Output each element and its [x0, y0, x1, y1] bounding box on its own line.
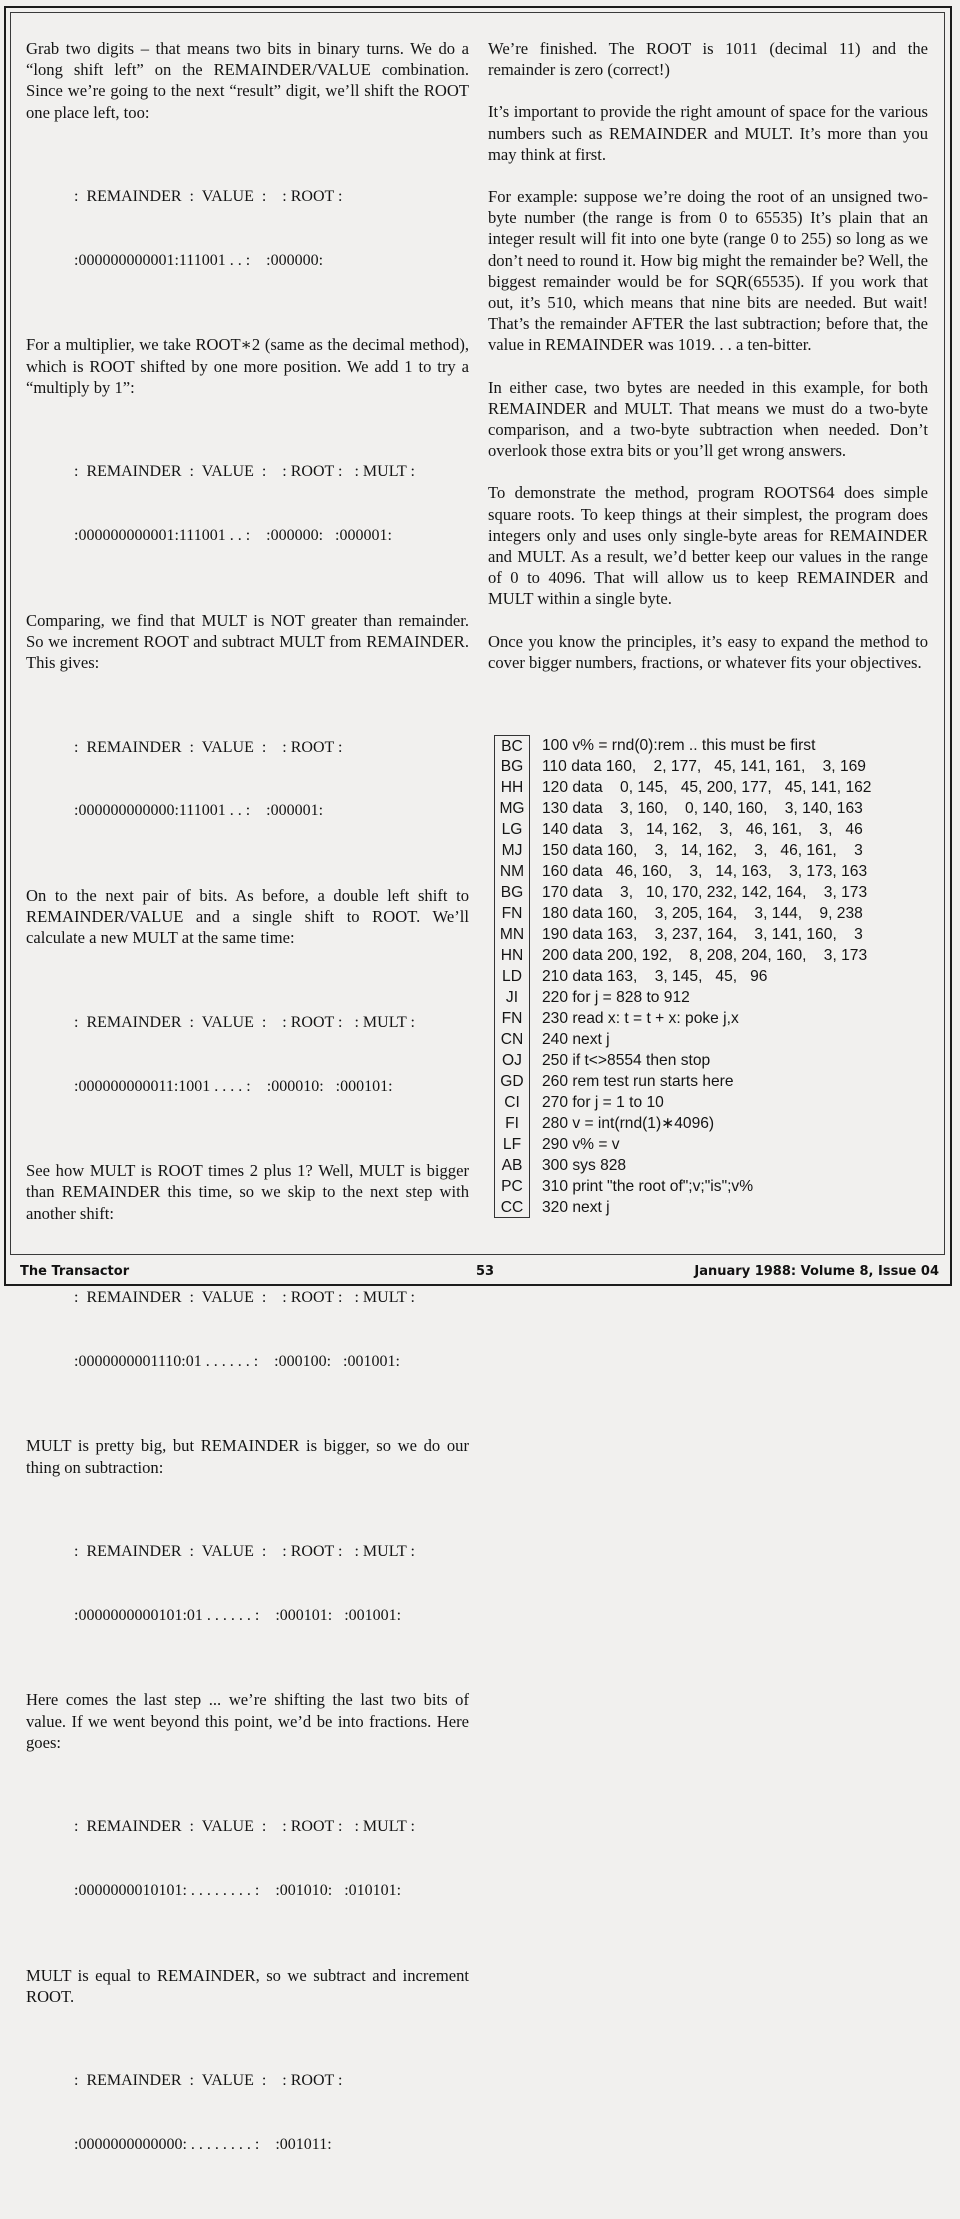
- register-table-row: :000000000001:111001 . . : :000000:: [74, 251, 324, 269]
- issue-info: January 1988: Volume 8, Issue 04: [694, 1264, 939, 1279]
- checksum: HH: [494, 777, 530, 798]
- program-listing: [494, 735, 871, 1218]
- code-line: 240 next j: [542, 1031, 610, 1048]
- listing-row: [494, 735, 871, 756]
- code-line: 220 for j = 828 to 912: [542, 989, 690, 1006]
- left-column: [26, 38, 469, 2219]
- register-table-row: :0000000000000: . . . . . . . . : :001011:: [74, 2136, 332, 2154]
- paragraph: It’s important to provide the right amount of space for the various numbers such as REMAINDER and MULT. It’s more than you may think at first.: [488, 102, 928, 164]
- code-line: 270 for j = 1 to 10: [542, 1094, 664, 1111]
- publication-name: The Transactor: [20, 1264, 130, 1279]
- code-line: 210 data 163, 3, 145, 45, 96: [542, 968, 768, 985]
- register-table-row: :000000000001:111001 . . : :000000: :000001:: [74, 527, 392, 545]
- listing-row: [494, 777, 871, 798]
- checksum: LG: [494, 819, 530, 840]
- code-line: 320 next j: [542, 1199, 610, 1216]
- paragraph: We’re finished. The ROOT is 1011 (decimal 11) and the remainder is zero (correct!): [488, 39, 928, 80]
- register-table-header: : REMAINDER : VALUE : : ROOT : : MULT :: [74, 1013, 415, 1031]
- paragraph: Here comes the last step ... we’re shifting the last two bits of value. If we went beyond this point, we’d be into fractions. Here goes:: [26, 1690, 469, 1752]
- checksum: FN: [494, 903, 530, 924]
- listing-row: [494, 987, 871, 1008]
- listing-row: [494, 1155, 871, 1176]
- checksum: MG: [494, 798, 530, 819]
- code-line: 280 v = int(rnd(1)∗4096): [542, 1115, 715, 1132]
- code-line: 290 v% = v: [542, 1136, 620, 1153]
- register-table-header: : REMAINDER : VALUE : : ROOT : : MULT :: [74, 463, 415, 481]
- code-line: 140 data 3, 14, 162, 3, 46, 161, 3, 46: [542, 821, 863, 838]
- code-line: 110 data 160, 2, 177, 45, 141, 161, 3, 169: [542, 758, 866, 775]
- paragraph: On to the next pair of bits. As before, a double left shift to REMAINDER/VALUE and a single shift to ROOT. We’ll calculate a new MULT at the same time:: [26, 885, 469, 948]
- code-line: 120 data 0, 145, 45, 200, 177, 45, 141, 162: [542, 779, 872, 796]
- code-line: 250 if t<>8554 then stop: [542, 1052, 711, 1069]
- checksum: PC: [494, 1176, 530, 1197]
- paragraph: MULT is pretty big, but REMAINDER is bigger, so we do our thing on subtraction:: [26, 1436, 469, 1477]
- checksum: FN: [494, 1008, 530, 1029]
- listing-row: [494, 798, 871, 819]
- listing-row: [494, 1029, 871, 1050]
- register-table: [74, 1499, 469, 1669]
- checksum: CN: [494, 1029, 530, 1050]
- code-line: 150 data 160, 3, 14, 162, 3, 46, 161, 3: [542, 842, 863, 859]
- checksum: MJ: [494, 840, 530, 861]
- listing-row: [494, 945, 871, 966]
- code-line: 130 data 3, 160, 0, 140, 160, 3, 140, 163: [542, 800, 863, 817]
- checksum: GD: [494, 1071, 530, 1092]
- code-line: 180 data 160, 3, 205, 164, 3, 144, 9, 238: [542, 905, 863, 922]
- register-table-row: :0000000001110:01 . . . . . . : :000100: :001001:: [74, 1352, 400, 1370]
- checksum: CC: [494, 1197, 530, 1218]
- listing-row: [494, 1113, 871, 1134]
- checksum: FI: [494, 1113, 530, 1134]
- register-table-header: : REMAINDER : VALUE : : ROOT :: [74, 188, 343, 206]
- right-column: [488, 38, 928, 694]
- register-table-row: :000000000011:1001 . . . . : :000010: :000101:: [74, 1077, 393, 1095]
- checksum: BG: [494, 756, 530, 777]
- listing-row: [494, 756, 871, 777]
- listing-row: [494, 903, 871, 924]
- listing-row: [494, 1134, 871, 1155]
- register-table-header: : REMAINDER : VALUE : : ROOT : : MULT :: [74, 1818, 415, 1836]
- checksum: NM: [494, 861, 530, 882]
- paragraph: For example: suppose we’re doing the root of an unsigned two-byte number (the range is from 0 to 65535) It’s plain that an integer result will fit into one byte (range 0 to 255) so long as we don’t need to round it. How big might the remainder be? Well, the biggest remainder would be for SQR(65535). If you work that out, it’s 510, which means that nine bits are needed. But wait! That’s the remainder AFTER the last subtraction; before that, the value in REMAINDER was 1019. . . a ten-bitter.: [488, 187, 928, 355]
- register-table-header: : REMAINDER : VALUE : : ROOT : : MULT :: [74, 1289, 415, 1307]
- listing-row: [494, 1197, 871, 1218]
- register-table-row: :000000000000:111001 . . : :000001:: [74, 802, 324, 820]
- code-line: 260 rem test run starts here: [542, 1073, 734, 1090]
- listing-row: [494, 840, 871, 861]
- code-line: 230 read x: t = t + x: poke j,x: [542, 1010, 739, 1027]
- code-line: 310 print "the root of";v;"is";v%: [542, 1178, 754, 1195]
- register-table-row: :0000000010101: . . . . . . . . : :001010: :010101:: [74, 1882, 402, 1900]
- checksum: JI: [494, 987, 530, 1008]
- listing-row: [494, 819, 871, 840]
- checksum: MN: [494, 924, 530, 945]
- listing-row: [494, 1008, 871, 1029]
- listing-row: [494, 861, 871, 882]
- register-table: [74, 694, 469, 864]
- paragraph: MULT is equal to REMAINDER, so we subtract and increment ROOT.: [26, 1965, 469, 2006]
- code-line: 190 data 163, 3, 237, 164, 3, 141, 160, 3: [542, 926, 863, 943]
- code-line: 200 data 200, 192, 8, 208, 204, 160, 3, 173: [542, 947, 868, 964]
- page-number: 53: [476, 1264, 495, 1279]
- checksum: BG: [494, 882, 530, 903]
- listing-row: [494, 882, 871, 903]
- listing-row: [494, 1176, 871, 1197]
- register-table-row: :0000000000101:01 . . . . . . : :000101: :001001:: [74, 1606, 402, 1624]
- register-table: [74, 144, 469, 314]
- paragraph: For a multiplier, we take ROOT∗2 (same as the decimal method), which is ROOT shifted by one more position. We add 1 to try a “multiply by 1”:: [26, 335, 469, 397]
- listing-row: [494, 1071, 871, 1092]
- checksum: BC: [494, 735, 530, 756]
- paragraph: In either case, two bytes are needed in this example, for both REMAINDER and MULT. That means we must do a two-byte comparison, and a two-byte subtraction when needed. Don’t overlook those extra bits or you’ll get wrong answers.: [488, 377, 928, 461]
- paragraph: Comparing, we find that MULT is NOT greater than remainder. So we increment ROOT and subtract MULT from REMAINDER. This gives:: [26, 610, 469, 673]
- register-table: [74, 419, 469, 589]
- code-line: 160 data 46, 160, 3, 14, 163, 3, 173, 163: [542, 863, 868, 880]
- checksum: CI: [494, 1092, 530, 1113]
- paragraph: See how MULT is ROOT times 2 plus 1? Well, MULT is bigger than REMAINDER this time, so we skip to the next step with another shift:: [26, 1161, 469, 1223]
- register-table: [74, 2028, 469, 2198]
- checksum: HN: [494, 945, 530, 966]
- register-table-header: : REMAINDER : VALUE : : ROOT :: [74, 2072, 343, 2090]
- checksum: OJ: [494, 1050, 530, 1071]
- register-table: [74, 1774, 469, 1944]
- paragraph: To demonstrate the method, program ROOTS64 does simple square roots. To keep things at their simplest, the program does integers only and uses only single-byte areas for REMAINDER and MULT. As a result, we’d better keep our values in the range of 0 to 4096. That will allow us to keep REMAINDER and MULT within a single byte.: [488, 483, 928, 609]
- paragraph: Once you know the principles, it’s easy to expand the method to cover bigger numbers, fractions, or whatever fits your objectives.: [488, 631, 928, 672]
- paragraph: Grab two digits – that means two bits in binary turns. We do a “long shift left” on the REMAINDER/VALUE combination. Since we’re going to the next “result” digit, we’ll shift the ROOT one place left, too:: [26, 39, 469, 122]
- checksum: AB: [494, 1155, 530, 1176]
- checksum: LF: [494, 1134, 530, 1155]
- listing-row: [494, 924, 871, 945]
- listing-row: [494, 1050, 871, 1071]
- register-table-header: : REMAINDER : VALUE : : ROOT : : MULT :: [74, 1543, 415, 1561]
- register-table-header: : REMAINDER : VALUE : : ROOT :: [74, 738, 343, 756]
- listing-row: [494, 1092, 871, 1113]
- checksum: LD: [494, 966, 530, 987]
- code-line: 300 sys 828: [542, 1157, 627, 1174]
- code-line: 100 v% = rnd(0):rem .. this must be first: [542, 737, 816, 754]
- listing-row: [494, 966, 871, 987]
- code-line: 170 data 3, 10, 170, 232, 142, 164, 3, 173: [542, 884, 868, 901]
- register-table: [74, 970, 469, 1140]
- page-footer: [10, 1262, 945, 1282]
